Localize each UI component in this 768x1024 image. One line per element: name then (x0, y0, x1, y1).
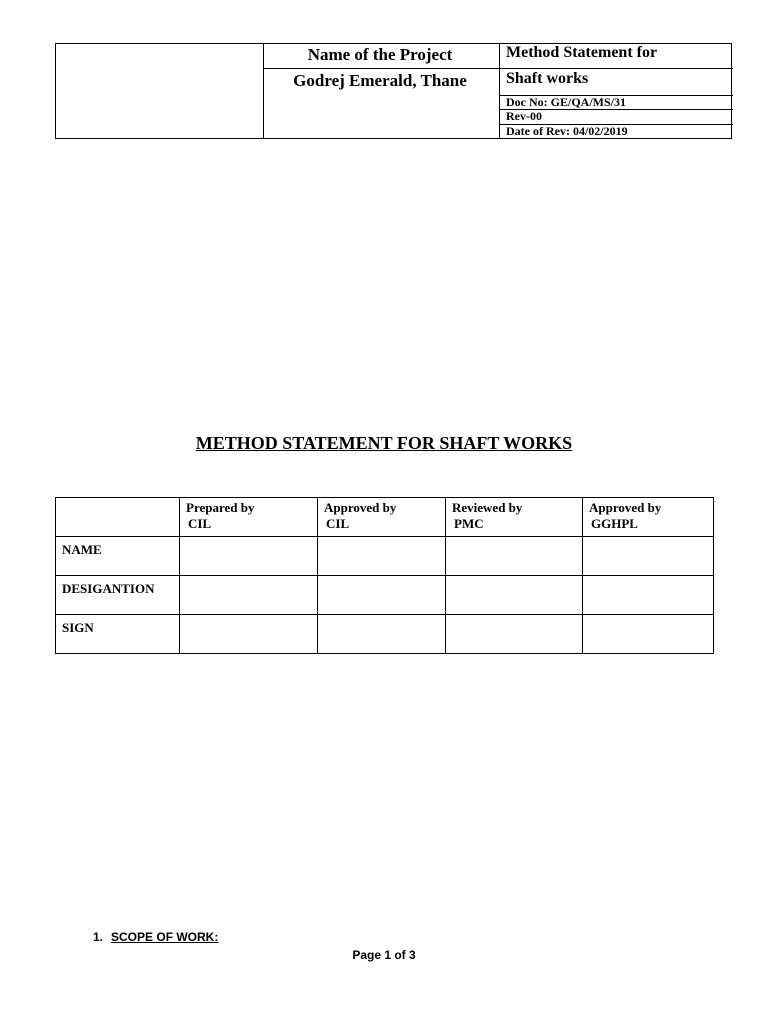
doc-number: Doc No: GE/QA/MS/31 (506, 95, 626, 109)
row-label: SIGN (62, 620, 94, 635)
table-row (56, 576, 714, 615)
table-cell (446, 615, 583, 654)
document-title: METHOD STATEMENT FOR SHAFT WORKS (195, 433, 573, 453)
table-cell (180, 576, 318, 615)
project-label: Name of the Project (307, 45, 453, 64)
table-cell (180, 615, 318, 654)
header-divider (263, 68, 733, 69)
method-statement-label: Method Statement for (506, 44, 658, 61)
row-label-cell (56, 576, 180, 615)
column-role: Prepared by (186, 500, 255, 515)
column-party: GGHPL (591, 516, 638, 531)
table-cell (583, 615, 714, 654)
column-role: Approved by (589, 500, 662, 515)
table-row (56, 537, 714, 576)
column-party: CIL (326, 516, 350, 531)
column-header (180, 498, 318, 537)
row-label-cell (56, 615, 180, 654)
column-header (583, 498, 714, 537)
table-header-row (56, 498, 714, 537)
column-party: PMC (454, 516, 484, 531)
table-cell (318, 576, 446, 615)
section-number: 1. (93, 930, 104, 944)
table-cell (318, 537, 446, 576)
table-cell (318, 615, 446, 654)
row-label-cell (56, 537, 180, 576)
method-statement-subject: Shaft works (506, 70, 589, 87)
revision-date: Date of Rev: 04/02/2019 (506, 124, 628, 138)
table-cell (180, 537, 318, 576)
section-heading (93, 930, 218, 944)
column-header (446, 498, 583, 537)
table-corner-cell (56, 498, 180, 537)
approval-table (55, 497, 714, 654)
table-cell (446, 537, 583, 576)
column-header (318, 498, 446, 537)
page-number: Page 1 of 3 (352, 948, 416, 962)
section-title: SCOPE OF WORK: (111, 930, 219, 944)
table-cell (446, 576, 583, 615)
row-label: NAME (62, 542, 102, 557)
table-cell (583, 537, 714, 576)
project-name: Godrej Emerald, Thane (293, 71, 467, 90)
column-party: CIL (188, 516, 212, 531)
row-label: DESIGANTION (62, 581, 155, 596)
column-role: Reviewed by (452, 500, 523, 515)
table-cell (583, 576, 714, 615)
column-role: Approved by (324, 500, 397, 515)
table-row (56, 615, 714, 654)
revision: Rev-00 (506, 109, 542, 123)
